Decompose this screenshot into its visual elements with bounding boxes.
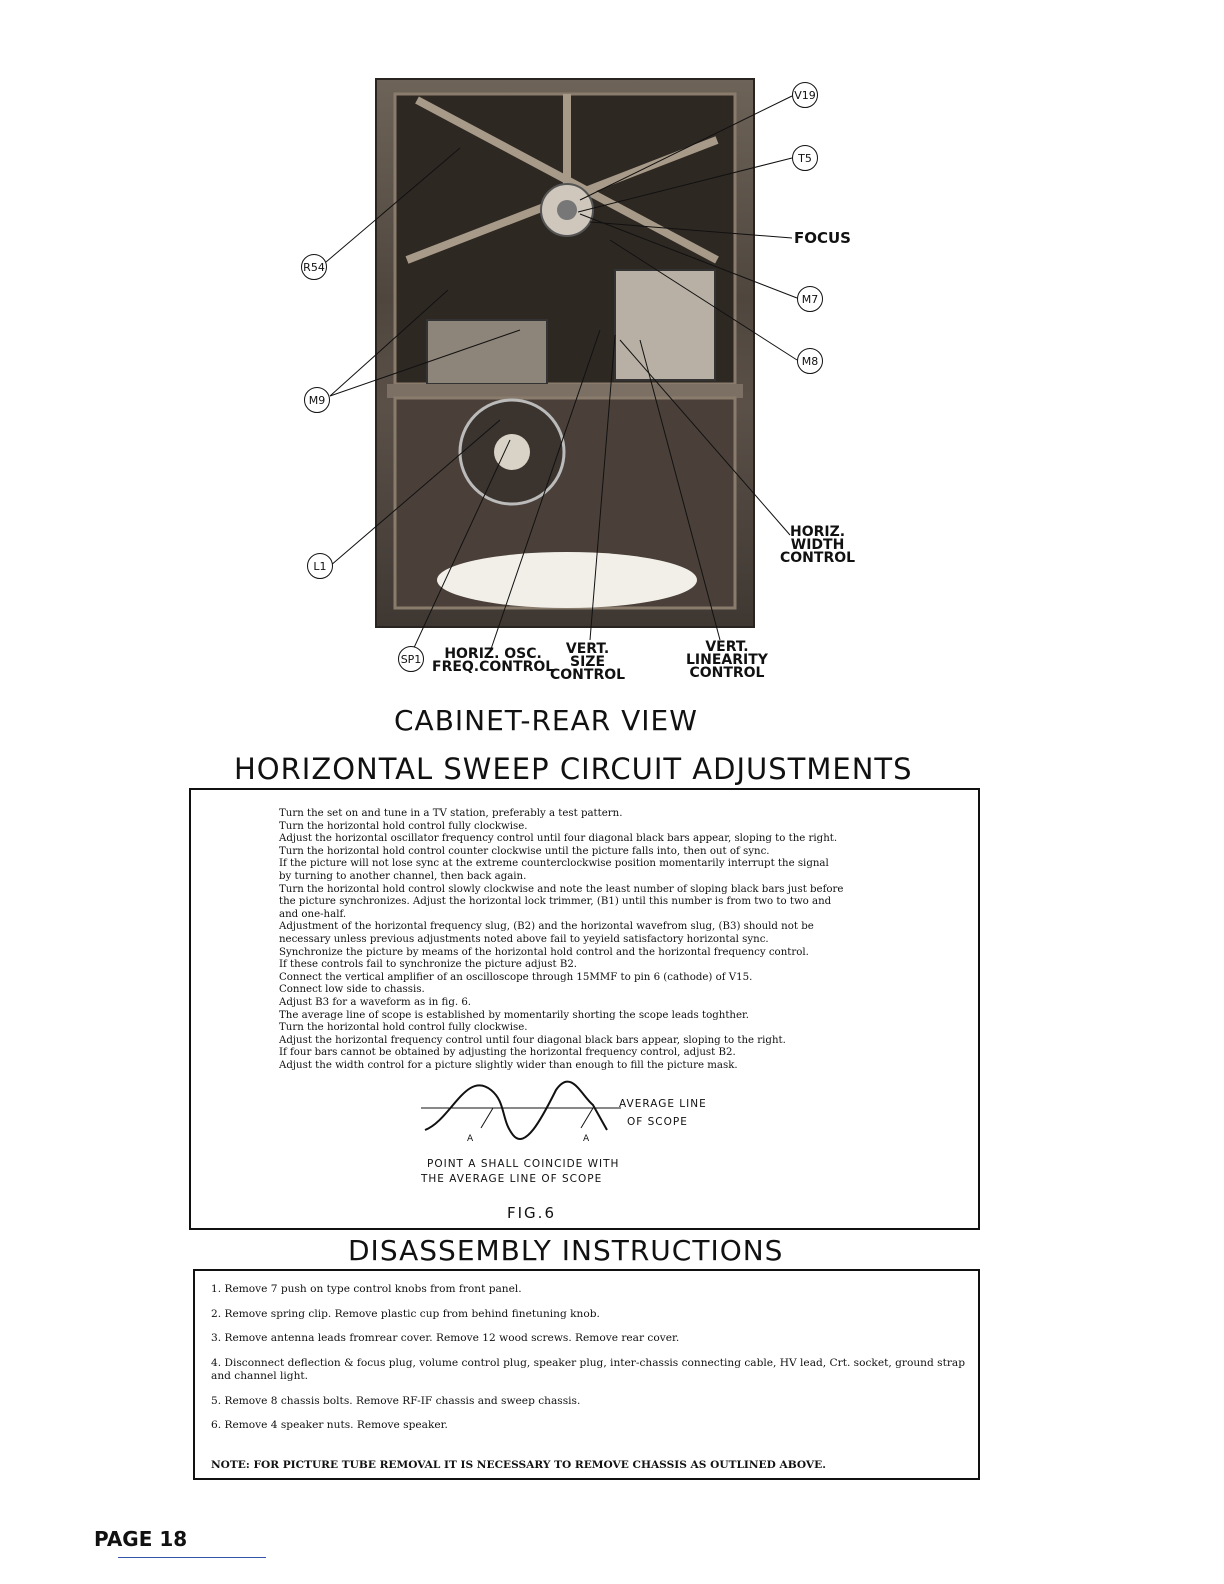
adjustment-line: Turn the set on and tune in a TV station, preferably a test pattern. [279, 808, 623, 819]
adjustment-line: Adjust the horizontal frequency control until four diagonal black bars appear, sloping to the right. [279, 1034, 786, 1046]
adjustment-line: and one-half. [279, 908, 347, 920]
footer-rule [118, 1557, 266, 1558]
disassembly-step: 6. Remove 4 speaker nuts. Remove speaker. [211, 1419, 448, 1431]
callout-focus: FOCUS [794, 229, 851, 247]
fig6-of-scope-label: OF SCOPE [627, 1116, 688, 1128]
disassembly-note: NOTE: FOR PICTURE TUBE REMOVAL IT IS NECESSARY TO REMOVE CHASSIS AS OUTLINED ABOVE. [211, 1459, 826, 1471]
disassembly-step: 5. Remove 8 chassis bolts. Remove RF-IF chassis and sweep chassis. [211, 1394, 581, 1407]
adjustment-line: Adjust the horizontal oscillator frequency control until four diagonal black bars appear, sloping to the right. [279, 833, 838, 845]
fig6-average-line-label: AVERAGE LINE [619, 1098, 707, 1110]
adjustment-line: the picture synchronizes. Adjust the horizontal lock trimmer, (B1) until this number is from two to two and [279, 896, 832, 908]
callout-horiz-width-control: HORIZ. WIDTH CONTROL [780, 524, 856, 566]
callout-leader-lines [0, 0, 1224, 740]
adjustment-line: If the picture will not lose sync at the extreme counterclockwise position momentarily interrupt the signal [279, 858, 829, 870]
adjustment-line: Turn the horizontal hold control fully clockwise. [279, 1022, 528, 1034]
adjustment-line: necessary unless previous adjustments noted above fail to yeyield satisfactory horizontal sync. [279, 933, 769, 945]
horizontal-heading: HORIZONTAL SWEEP CIRCUIT ADJUSTMENTS [234, 752, 913, 786]
adjustment-line: Turn the horizontal hold control fully clockwise. [279, 820, 528, 832]
adjustment-line: Adjustment of the horizontal frequency slug, (B2) and the horizontal wavefrom slug, (B3) should not be [279, 921, 814, 933]
callout-horiz-osc-freq-control: HORIZ. OSC. FREQ.CONTROL [432, 646, 555, 675]
page-number: PAGE 18 [94, 1527, 188, 1551]
callout-m9: M9 [304, 387, 330, 413]
adjustment-line: Turn the horizontal hold control counter clockwise until the picture falls into, then out of sync. [279, 845, 770, 857]
callout-l1: L1 [307, 553, 333, 579]
callout-r54: R54 [301, 254, 327, 280]
horizontal-adjustments-box [189, 788, 980, 1230]
adjustment-line: Adjust the width control for a picture slightly wider than enough to fill the picture mask. [279, 1059, 738, 1071]
fig6-note-line-1: POINT A SHALL COINCIDE WITH [427, 1158, 620, 1170]
adjustment-line: If these controls fail to synchronize the picture adjust B2. [279, 959, 578, 971]
callout-v19: V19 [792, 82, 818, 108]
adjustment-line: Turn the horizontal hold control slowly clockwise and note the least number of sloping black bars just before [279, 883, 844, 895]
horizontal-adjustment-lines [279, 808, 899, 1072]
fig6-point-a-right: A [583, 1134, 591, 1144]
disassembly-step: 3. Remove antenna leads fromrear cover. Remove 12 wood screws. Remove rear cover. [211, 1332, 680, 1344]
disassembly-heading: DISASSEMBLY INSTRUCTIONS [348, 1234, 784, 1267]
adjustment-line: If four bars cannot be obtained by adjusting the horizontal frequency control, adjust B2. [279, 1047, 736, 1059]
disassembly-step: 4. Disconnect deflection & focus plug, volume control plug, speaker plug, inter-chassis connecting cable, HV lead, Crt. socket, ground strap and channel light. [211, 1356, 965, 1382]
callout-m8: M8 [797, 348, 823, 374]
disassembly-step: 2. Remove spring clip. Remove plastic cup from behind finetuning knob. [211, 1307, 600, 1320]
scope-wave [425, 1082, 607, 1139]
callout-t5: T5 [792, 145, 818, 171]
adjustment-line: by turning to another channel, then back again. [279, 870, 527, 882]
callout-vert-size-control: VERT. SIZE CONTROL [550, 641, 626, 683]
disassembly-step: 1. Remove 7 push on type control knobs from front panel. [211, 1283, 522, 1295]
adjustment-line: Synchronize the picture by meams of the horizontal hold control and the horizontal frequency control. [279, 946, 809, 958]
fig6-point-a-left: A [467, 1134, 475, 1144]
callout-sp1: SP1 [398, 646, 424, 672]
disassembly-box [193, 1269, 980, 1480]
adjustment-line: Connect low side to chassis. [279, 984, 425, 996]
disassembly-steps [211, 1283, 981, 1444]
adjustment-line: The average line of scope is established by momentarily shorting the scope leads toghther. [279, 1009, 750, 1021]
fig6-note-line-2: THE AVERAGE LINE OF SCOPE [421, 1173, 603, 1185]
callout-vert-linearity-control: VERT. LINEARITY CONTROL [686, 639, 768, 681]
figure-caption: CABINET-REAR VIEW [394, 704, 698, 737]
adjustment-line: Connect the vertical amplifier of an oscilloscope through 15MMF to pin 6 (cathode) of V15. [279, 971, 753, 983]
fig6-waveform [421, 1080, 621, 1150]
fig6-label: FIG.6 [507, 1204, 556, 1222]
adjustment-line: Adjust B3 for a waveform as in fig. 6. [279, 996, 472, 1008]
callout-m7: M7 [797, 286, 823, 312]
